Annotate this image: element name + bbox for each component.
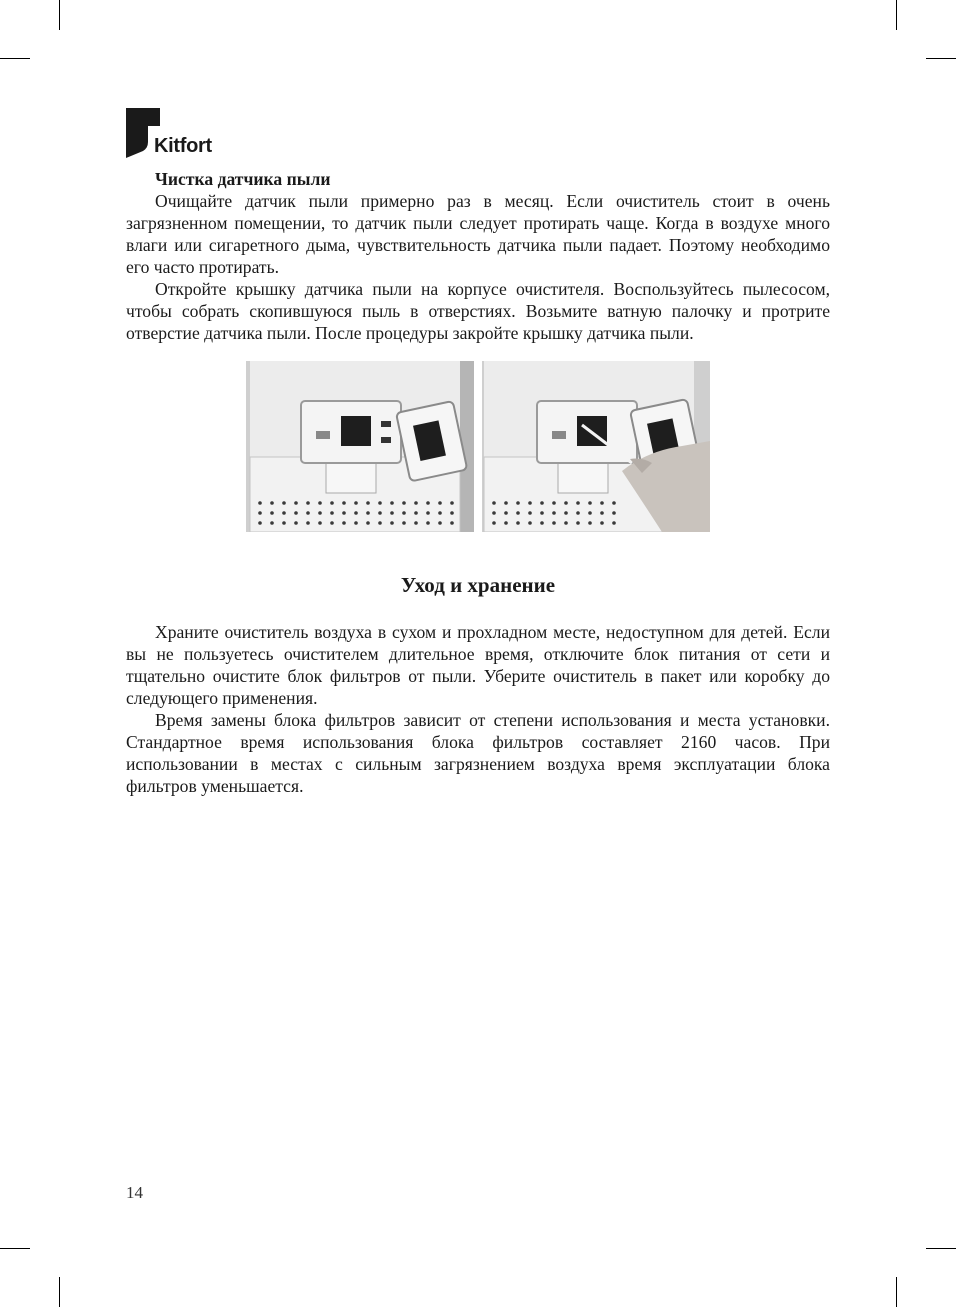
photo-open-sensor-cover: [246, 361, 474, 532]
paragraph: Храните очиститель воздуха в сухом и прохладном месте, недоступном для детей. Если вы не пользуетесь очистителем длительное время, отключите блок питания от сети и тщательно очистите блок фильтров от пыли. Уберите очиститель в пакет или коробку до следующего применения.: [126, 622, 830, 708]
photo-swab-cleaning: [482, 361, 710, 532]
crop-mark: [926, 1248, 956, 1249]
crop-mark: [59, 1277, 60, 1307]
paragraph: Время замены блока фильтров зависит от степени использования и места установки. Стандартное время использования блока фильтров составляет 2160 часов. При использовании в местах с сильным загрязнением воздуха время эксплуатации блока фильтров уменьшается.: [126, 710, 830, 796]
page-number: 14: [126, 1183, 143, 1202]
section-heading: Чистка датчика пыли: [155, 169, 331, 189]
sensor-cleaning-photos: [246, 361, 710, 532]
paragraph: Откройте крышку датчика пыли на корпусе очистителя. Воспользуйтесь пылесосом, чтобы собрать скопившуюся пыль в отверстиях. Возьмите ватную палочку и протрите отверстие датчика пыли. После процедуры закройте крышку датчика пыли.: [126, 279, 830, 343]
section-title: Уход и хранение: [400, 573, 556, 597]
brand-name: Kitfort: [154, 135, 212, 157]
crop-mark: [0, 1248, 30, 1249]
paragraph: Очищайте датчик пыли примерно раз в месяц. Если очиститель стоит в очень загрязненном помещении, то датчик пыли следует протирать чаще. Когда в воздухе много влаги или сигаретного дыма, чувствительность датчика пыли падает. Поэтому необходимо его часто протирать.: [126, 191, 830, 277]
crop-mark: [926, 58, 956, 59]
care-section: [126, 621, 830, 797]
crop-mark: [896, 0, 897, 30]
brand-logo: [126, 108, 236, 160]
sensor-section: [126, 168, 830, 344]
crop-mark: [896, 1277, 897, 1307]
crop-mark: [59, 0, 60, 30]
crop-mark: [0, 58, 30, 59]
